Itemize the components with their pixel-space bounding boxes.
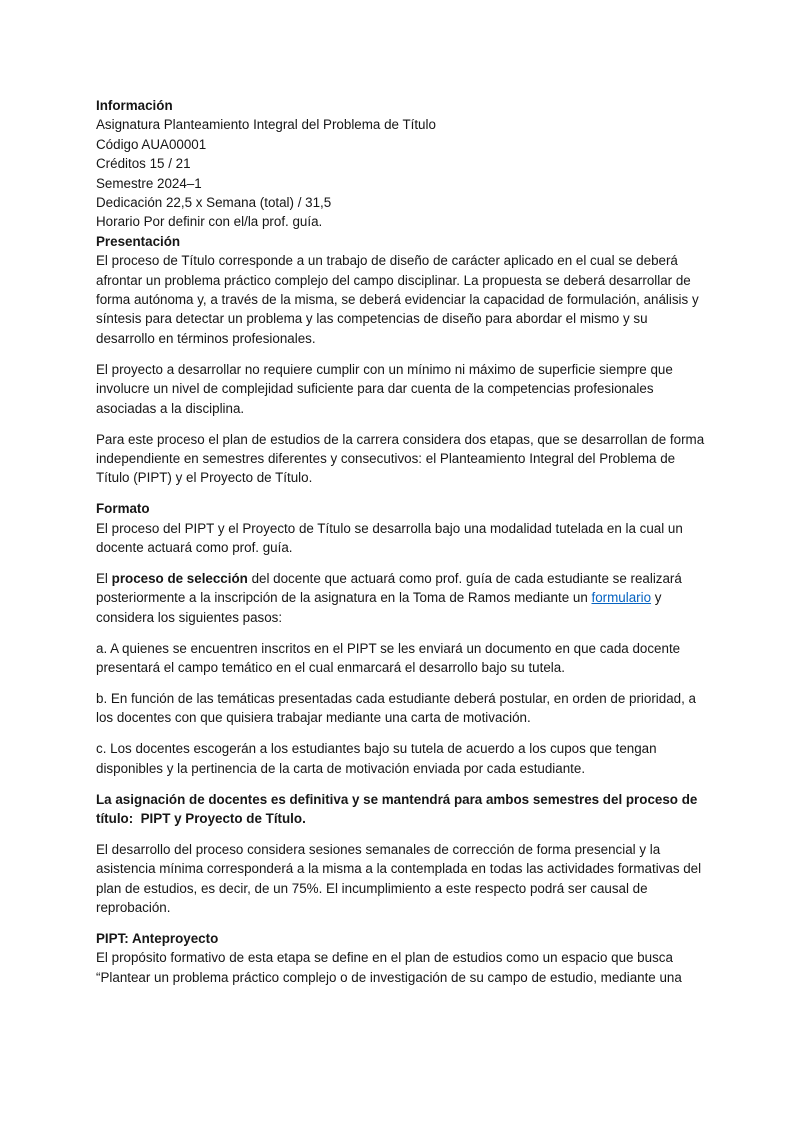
- formato-paragraph-3: El desarrollo del proceso considera sesiones semanales de corrección de forma presencial y la asistencia mínima corresponderá a la misma a la contemplada en todas las actividades formativas del plan de estudios, es decir, de un 75%. El incumplimiento a este respecto podrá ser causal de reprobación.: [96, 841, 705, 916]
- info-line-creditos: Créditos 15 / 21: [96, 156, 191, 172]
- section-pipt-anteproyecto: [96, 929, 705, 987]
- info-line-dedicacion: Dedicación 22,5 x Semana (total) / 31,5: [96, 195, 332, 211]
- text-run-pre: El: [96, 570, 112, 586]
- presentacion-paragraph-3: Para este proceso el plan de estudios de la carrera considera dos etapas, que se desarrollan de forma independiente en semestres diferentes y consecutivos: el Planteamiento Integral del Problema de Título (PIPT) y el Proyecto de Título.: [96, 431, 708, 486]
- heading-pipt-anteproyecto: PIPT: Anteproyecto: [96, 931, 219, 947]
- text-run-proceso-de-seleccion: proceso de selección: [111, 570, 248, 586]
- formato-bold-note: La asignación de docentes es definitiva y se mantendrá para ambos semestres del proceso de título: PIPT y Proyecto de Título.: [96, 791, 702, 826]
- info-line-horario: Horario Por definir con el/la prof. guía.: [96, 214, 323, 230]
- section-informacion: [96, 96, 705, 232]
- text-run-post: y considera los siguientes pasos:: [96, 590, 669, 625]
- formato-item-c: c. Los docentes escogerán a los estudiantes bajo su tutela de acuerdo a los cupos que tengan disponibles y la pertinencia de la carta de motivación enviada por cada estudiante.: [96, 741, 661, 776]
- heading-informacion: Información: [96, 98, 173, 113]
- info-line-asignatura: Asignatura Planteamiento Integral del Problema de Título: [96, 117, 436, 133]
- section-presentacion: [96, 232, 708, 488]
- text-run-mid: del docente que actuará como prof. guía de cada estudiante se realizará posteriormente a la inscripción de la asignatura en la Toma de Ramos mediante un: [96, 570, 690, 606]
- formulario-link[interactable]: formulario: [591, 590, 652, 606]
- formato-item-a: a. A quienes se encuentren inscritos en el PIPT se les enviará un documento en que cada docente presentará el campo temático en el cual enmarcará el desarrollo bajo su tutela.: [96, 640, 684, 676]
- section-formato: [96, 499, 705, 917]
- presentacion-paragraph-1: El proceso de Título corresponde a un trabajo de diseño de carácter aplicado en el cual se deberá afrontar un problema práctico complejo del campo disciplinar. La propuesta se deberá desarrollar de forma autónoma y, a través de la misma, se deberá evidenciar la capacidad de formulación, análisis y síntesis para detectar un problema y las competencias de diseño para abordar el mismo y su desarrollo en términos profesionales.: [96, 253, 703, 346]
- presentacion-paragraph-2: El proyecto a desarrollar no requiere cumplir con un mínimo ni máximo de superficie siempre que involucre un nivel de complejidad suficiente para dar cuenta de la competencias profesionales asociadas a la disciplina.: [96, 361, 677, 416]
- formato-item-b: b. En función de las temáticas presentadas cada estudiante deberá postular, en orden de prioridad, a los docentes con que quisiera trabajar mediante una carta de motivación.: [96, 690, 700, 726]
- heading-formato: Formato: [96, 501, 150, 517]
- formato-paragraph-1: El proceso del PIPT y el Proyecto de Título se desarrolla bajo una modalidad tutelada en la cual un docente actuará como prof. guía.: [96, 520, 687, 556]
- heading-presentacion: Presentación: [96, 233, 181, 249]
- info-line-semestre: Semestre 2024–1: [96, 175, 202, 191]
- formato-paragraph-seleccion: [96, 569, 705, 627]
- info-line-codigo: Código AUA00001: [96, 136, 207, 152]
- pipt-paragraph-1: El propósito formativo de esta etapa se define en el plan de estudios como un espacio que busca “Plantear un problema práctico complejo o de investigación de su campo de estudio, mediante una: [96, 950, 682, 985]
